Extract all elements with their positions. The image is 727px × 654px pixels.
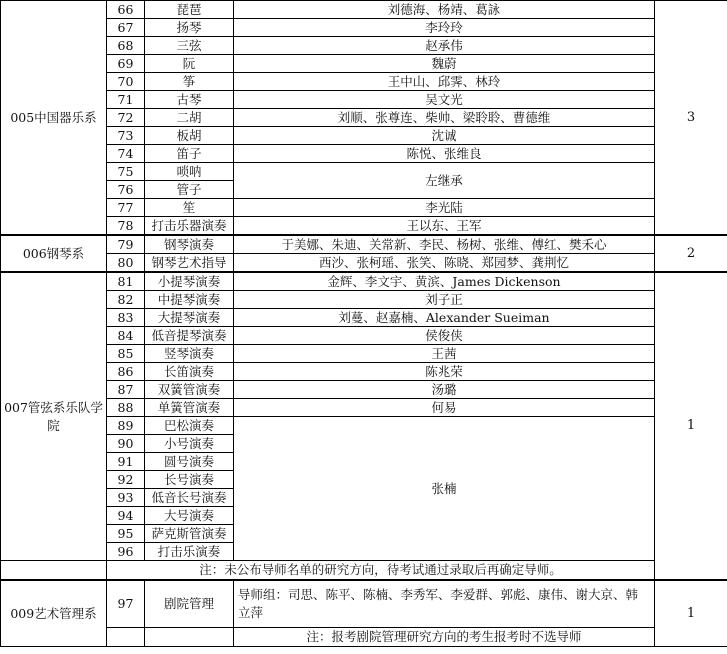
- direction-cell: 笙: [145, 199, 234, 217]
- direction-cell: 圆号演奏: [145, 453, 234, 471]
- tutors-cell: 李光陆: [234, 199, 655, 217]
- table-row: [1, 254, 727, 273]
- number-cell: 90: [107, 435, 145, 453]
- empty-cell: [1, 561, 107, 581]
- table-row: [1, 37, 727, 55]
- tutors-cell: 金辉、李文宇、黄滨、James Dickenson: [234, 272, 655, 291]
- table-row: [1, 399, 727, 417]
- direction-cell: 钢琴演奏: [145, 235, 234, 254]
- number-cell: 95: [107, 525, 145, 543]
- number-cell: 77: [107, 199, 145, 217]
- tutors-cell: 刘子正: [234, 291, 655, 309]
- number-cell: 75: [107, 163, 145, 181]
- table-row: [1, 561, 727, 581]
- table-row: [1, 235, 727, 254]
- direction-cell: 扬琴: [145, 19, 234, 37]
- number-cell: 80: [107, 254, 145, 273]
- count-cell: 1: [655, 580, 727, 647]
- tutors-cell: 左继承: [234, 163, 655, 199]
- number-cell: 81: [107, 272, 145, 291]
- direction-cell: 筝: [145, 73, 234, 91]
- direction-cell: 管子: [145, 181, 234, 199]
- tutors-cell: 侯俊侠: [234, 327, 655, 345]
- table-row: [1, 309, 727, 327]
- direction-cell: 钢琴艺术指导: [145, 254, 234, 273]
- tutors-cell: 何易: [234, 399, 655, 417]
- direction-cell: 单簧管演奏: [145, 399, 234, 417]
- direction-cell: 大提琴演奏: [145, 309, 234, 327]
- number-cell: 91: [107, 453, 145, 471]
- table-row: [1, 628, 727, 647]
- direction-cell: 打击乐演奏: [145, 543, 234, 561]
- table-row: [1, 417, 727, 435]
- table-row: [1, 1, 727, 19]
- direction-cell: 打击乐器演奏: [145, 217, 234, 236]
- direction-cell: 萨克斯管演奏: [145, 525, 234, 543]
- tutors-cell: 刘德海、杨靖、葛詠: [234, 1, 655, 19]
- table-row: [1, 55, 727, 73]
- table-row: [1, 291, 727, 309]
- number-cell: 73: [107, 127, 145, 145]
- number-cell: 78: [107, 217, 145, 236]
- number-cell: 88: [107, 399, 145, 417]
- tutors-cell: 导师组：司思、陈平、陈楠、李秀军、李爱群、郭彪、康伟、谢大京、韩立萍: [234, 580, 655, 628]
- table-row: [1, 345, 727, 363]
- count-cell: 3: [655, 1, 727, 236]
- tutors-cell: 于美娜、朱迪、关常新、李民、杨树、张维、傅红、樊禾心: [234, 235, 655, 254]
- direction-cell: 唢呐: [145, 163, 234, 181]
- note-text: 注：未公布导师名单的研究方向，待考试通过录取后再确定导师。: [107, 561, 655, 581]
- table-row: [1, 163, 727, 181]
- department-cell: 009艺术管理系: [1, 580, 107, 647]
- table-row: [1, 580, 727, 628]
- direction-cell: 笛子: [145, 145, 234, 163]
- tutors-cell: 西沙、张柯瑶、张笑、陈晓、郑园梦、龚荆忆: [234, 254, 655, 273]
- number-cell: 83: [107, 309, 145, 327]
- number-cell: 86: [107, 363, 145, 381]
- tutors-cell: 刘顺、张尊连、柴帅、梁聆聆、曹德维: [234, 109, 655, 127]
- department-cell: 007管弦系乐队学院: [1, 272, 107, 561]
- number-cell: 70: [107, 73, 145, 91]
- empty-cell: [107, 628, 145, 647]
- number-cell: 89: [107, 417, 145, 435]
- number-cell: 72: [107, 109, 145, 127]
- empty-cell: [145, 628, 234, 647]
- table-row: [1, 217, 727, 236]
- table-row: [1, 127, 727, 145]
- direction-cell: 二胡: [145, 109, 234, 127]
- direction-cell: 剧院管理: [145, 580, 234, 628]
- direction-cell: 中提琴演奏: [145, 291, 234, 309]
- direction-cell: 三弦: [145, 37, 234, 55]
- tutors-cell: 汤璐: [234, 381, 655, 399]
- table-row: [1, 272, 727, 291]
- number-cell: 79: [107, 235, 145, 254]
- number-cell: 94: [107, 507, 145, 525]
- tutors-cell: 张楠: [234, 417, 655, 561]
- tutors-cell: 沈诚: [234, 127, 655, 145]
- direction-cell: 小号演奏: [145, 435, 234, 453]
- count-cell: 1: [655, 272, 727, 580]
- direction-cell: 古琴: [145, 91, 234, 109]
- direction-cell: 小提琴演奏: [145, 272, 234, 291]
- number-cell: 85: [107, 345, 145, 363]
- department-cell: 006钢琴系: [1, 235, 107, 272]
- note-text: 注：报考剧院管理研究方向的考生报考时不选导师: [234, 628, 655, 647]
- table-row: [1, 109, 727, 127]
- tutors-cell: 吴文光: [234, 91, 655, 109]
- tutors-cell: 陈悦、张维良: [234, 145, 655, 163]
- direction-cell: 巴松演奏: [145, 417, 234, 435]
- tutors-cell: 王以东、王军: [234, 217, 655, 236]
- number-cell: 82: [107, 291, 145, 309]
- direction-cell: 低音长号演奏: [145, 489, 234, 507]
- direction-cell: 长号演奏: [145, 471, 234, 489]
- direction-cell: 竖琴演奏: [145, 345, 234, 363]
- number-cell: 92: [107, 471, 145, 489]
- table-row: [1, 145, 727, 163]
- table-row: [1, 327, 727, 345]
- number-cell: 67: [107, 19, 145, 37]
- tutors-cell: 李玲玲: [234, 19, 655, 37]
- direction-cell: 琵琶: [145, 1, 234, 19]
- department-cell: 005中国器乐系: [1, 1, 107, 236]
- number-cell: 71: [107, 91, 145, 109]
- number-cell: 66: [107, 1, 145, 19]
- direction-cell: 大号演奏: [145, 507, 234, 525]
- table-row: [1, 381, 727, 399]
- direction-cell: 阮: [145, 55, 234, 73]
- table-row: [1, 363, 727, 381]
- table-row: [1, 19, 727, 37]
- table-row: [1, 91, 727, 109]
- tutors-cell: 陈兆荣: [234, 363, 655, 381]
- direction-cell: 双簧管演奏: [145, 381, 234, 399]
- number-cell: 68: [107, 37, 145, 55]
- tutors-cell: 赵承伟: [234, 37, 655, 55]
- number-cell: 87: [107, 381, 145, 399]
- number-cell: 76: [107, 181, 145, 199]
- table-row: [1, 199, 727, 217]
- tutors-cell: 刘蔓、赵嘉楠、Alexander Sueiman: [234, 309, 655, 327]
- number-cell: 69: [107, 55, 145, 73]
- direction-cell: 低音提琴演奏: [145, 327, 234, 345]
- table-row: [1, 73, 727, 91]
- number-cell: 84: [107, 327, 145, 345]
- number-cell: 97: [107, 580, 145, 628]
- tutors-cell: 王中山、邱霁、林玲: [234, 73, 655, 91]
- direction-cell: 长笛演奏: [145, 363, 234, 381]
- number-cell: 93: [107, 489, 145, 507]
- direction-cell: 板胡: [145, 127, 234, 145]
- tutors-cell: 王茜: [234, 345, 655, 363]
- tutors-cell: 魏蔚: [234, 55, 655, 73]
- number-cell: 96: [107, 543, 145, 561]
- count-cell: 2: [655, 235, 727, 272]
- number-cell: 74: [107, 145, 145, 163]
